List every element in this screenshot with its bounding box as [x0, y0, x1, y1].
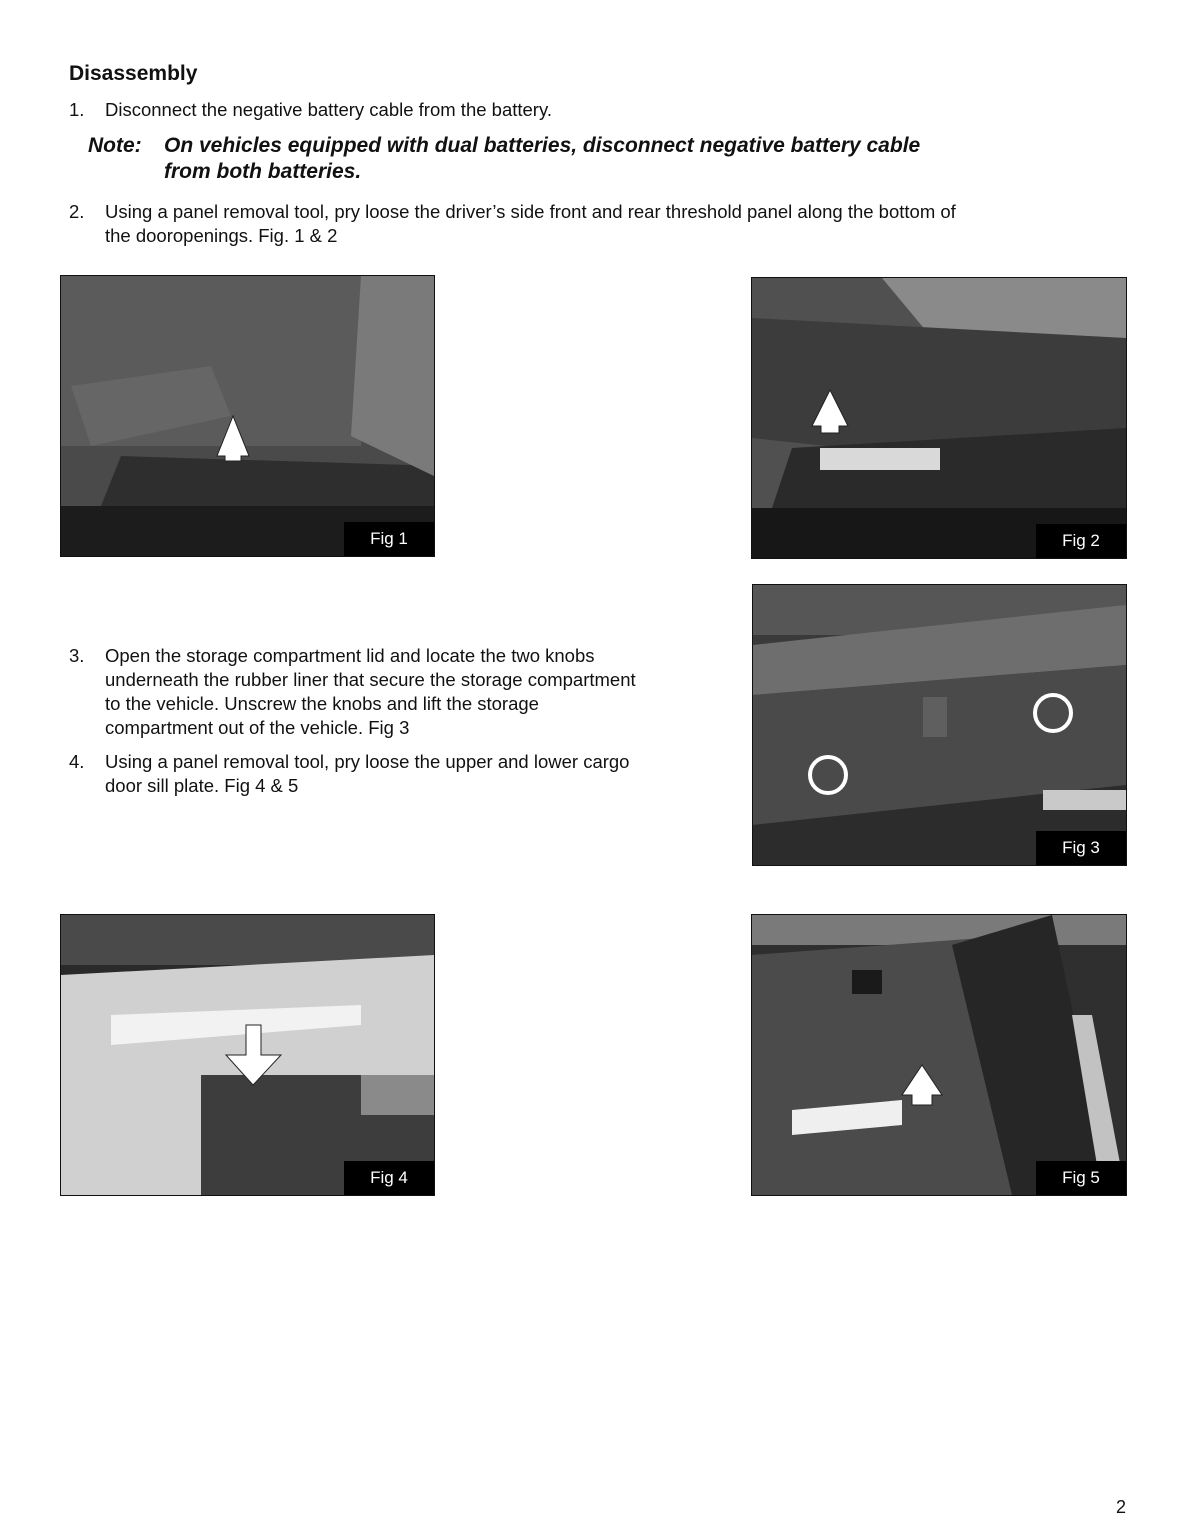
step-line: to the vehicle. Unscrew the knobs and lift the storage: [105, 693, 539, 714]
step-line: Using a panel removal tool, pry loose the driver’s side front and rear threshold panel along the bottom of: [105, 201, 956, 222]
step-text: [105, 200, 956, 248]
section-heading: Disassembly: [69, 62, 198, 85]
figure-caption: Fig 4: [344, 1161, 434, 1195]
note-body: [164, 133, 1064, 185]
figure-5-photo: [751, 914, 1127, 1196]
step-line: Open the storage compartment lid and locate the two knobs: [105, 645, 595, 666]
fig-4-illustration: [61, 915, 434, 1195]
figure-caption: Fig 5: [1036, 1161, 1126, 1195]
note: [88, 133, 1088, 187]
step-text: [105, 750, 629, 798]
step-text: [105, 644, 636, 740]
step-line: Using a panel removal tool, pry loose the upper and lower cargo: [105, 751, 630, 772]
step-3: [69, 644, 729, 740]
fig-5-illustration: [752, 915, 1126, 1195]
fig-3-illustration: [753, 585, 1126, 865]
figure-2-photo: [751, 277, 1127, 559]
step-4: [69, 750, 729, 798]
step-number: 3.: [69, 645, 85, 666]
figure-caption: Fig 3: [1036, 831, 1126, 865]
figure-caption: Fig 1: [344, 522, 434, 556]
step-line: the dooropenings. Fig. 1 & 2: [105, 225, 338, 246]
figure-4-photo: [60, 914, 435, 1196]
fig-2-illustration: [752, 278, 1126, 558]
step-number: 1.: [69, 99, 85, 120]
note-label: Note:: [88, 134, 142, 157]
note-line: On vehicles equipped with dual batteries, disconnect negative battery cable: [164, 134, 921, 157]
step-number: 2.: [69, 201, 85, 222]
step-2: [69, 200, 1149, 248]
step-1: [69, 98, 1149, 122]
fig-1-illustration: [61, 276, 434, 556]
note-line: from both batteries.: [164, 160, 362, 183]
step-line: underneath the rubber liner that secure the storage compartment: [105, 669, 636, 690]
step-line: compartment out of the vehicle. Fig 3: [105, 717, 410, 738]
step-number: 4.: [69, 751, 85, 772]
figure-3-photo: [752, 584, 1127, 866]
step-text: Disconnect the negative battery cable from the battery.: [105, 99, 552, 120]
figure-caption: Fig 2: [1036, 524, 1126, 558]
figure-1-photo: [60, 275, 435, 557]
page-number: 2: [1115, 1497, 1126, 1517]
step-line: door sill plate. Fig 4 & 5: [105, 775, 299, 796]
